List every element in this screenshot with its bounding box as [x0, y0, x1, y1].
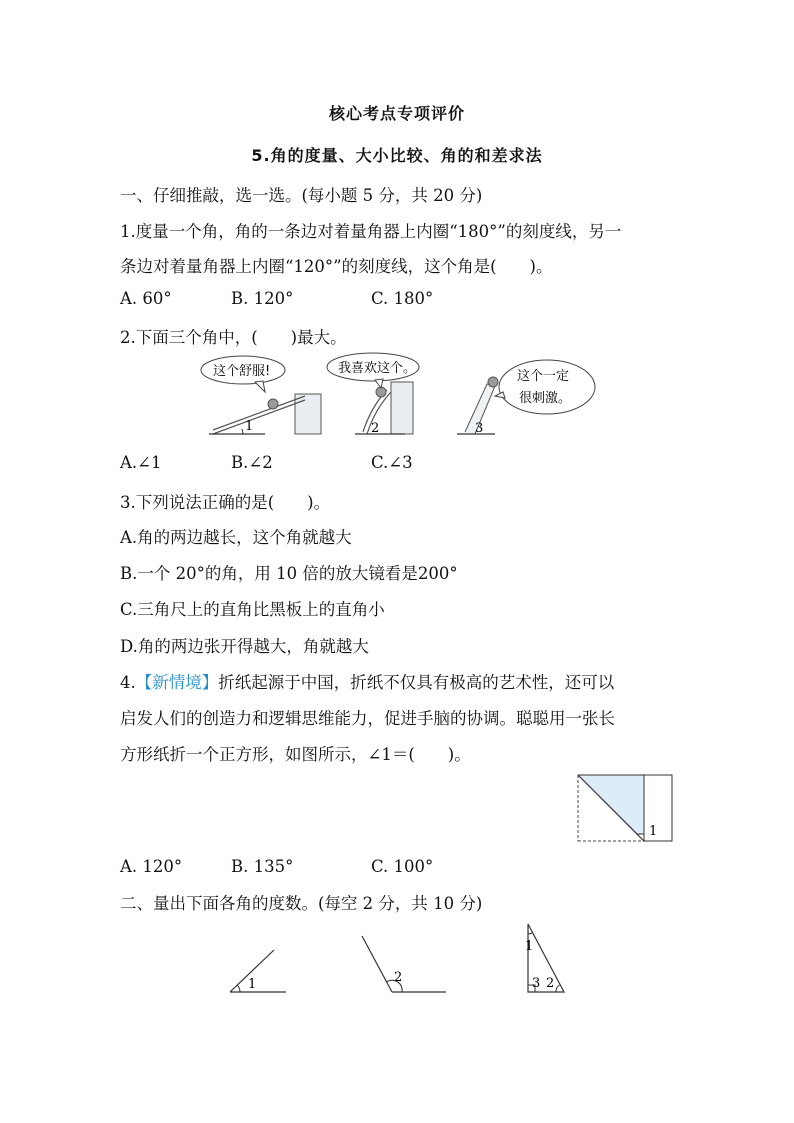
angle-figure-2 — [362, 936, 446, 992]
q4-line2: 启发人们的创造力和逻辑思维能力，促进手脑的协调。聪聪用一张长 — [120, 709, 615, 728]
measure-angles-figure — [220, 920, 580, 1000]
section1-heading: 一、仔细推敲，选一选。(每小题 5 分，共 20 分) — [120, 186, 483, 205]
q3-option-c: C.三角尺上的直角比黑板上的直角小 — [120, 600, 385, 619]
q4-line3: 方形纸折一个正方形，如图所示，∠1＝( )。 — [120, 745, 471, 764]
q2-option-c: C.∠3 — [371, 453, 413, 472]
bubble-1-text: 这个舒服! — [213, 364, 271, 379]
angle-label-1: 1 — [248, 977, 257, 992]
angle-label-3c: 2 — [546, 976, 555, 991]
q4-tag: 【新情境】 — [135, 673, 219, 692]
angle-figure-3-triangle — [525, 924, 564, 992]
q4-option-a: A. 120° — [120, 857, 183, 876]
paper-fold-figure — [575, 772, 677, 844]
fold-angle-label: 1 — [649, 824, 658, 839]
q4-text-1: 折纸起源于中国，折纸不仅具有极高的艺术性，还可以 — [218, 673, 615, 692]
q4-option-b: B. 135° — [231, 857, 294, 876]
bubble-2-text: 我喜欢这个。 — [338, 361, 417, 376]
angle-figure-1 — [230, 950, 286, 992]
q3-stem: 3.下列说法正确的是( )。 — [120, 493, 331, 512]
slide-2 — [327, 353, 419, 436]
q3-option-b: B.一个 20°的角，用 10 倍的放大镜看是200° — [120, 564, 458, 583]
angle-2-label: 2 — [371, 421, 380, 436]
angle-1-label: 1 — [245, 419, 254, 434]
bubble-3-text-line1: 这个一定 — [517, 369, 570, 384]
q2-option-b: B.∠2 — [231, 453, 273, 472]
bubble-3-text-line2: 很刺激。 — [519, 391, 572, 406]
slide-3 — [457, 360, 595, 436]
q1-line2: 条边对着量角器上内圈“120°”的刻度线，这个角是( )。 — [120, 257, 553, 276]
q2-option-a: A.∠1 — [120, 453, 162, 472]
q4-number: 4. — [120, 673, 136, 692]
page-subtitle: 5.角的度量、大小比较、角的和差求法 — [251, 146, 543, 165]
page-title: 核心考点专项评价 — [328, 104, 465, 123]
q4-option-c: C. 100° — [371, 857, 434, 876]
angle-label-3a: 1 — [525, 939, 534, 954]
q3-option-a: A.角的两边越长，这个角就越大 — [120, 528, 352, 547]
q1-option-c: C. 180° — [371, 289, 434, 308]
angle-label-2: 2 — [394, 970, 403, 985]
q4-line1 — [120, 669, 614, 693]
slide-1 — [201, 356, 321, 434]
angle-label-3b: 3 — [532, 976, 541, 991]
slides-illustration — [195, 352, 615, 440]
section2-heading: 二、量出下面各角的度数。(每空 2 分，共 10 分) — [120, 894, 483, 913]
q2-stem: 2.下面三个角中，( )最大。 — [120, 328, 347, 347]
q1-option-b: B. 120° — [231, 289, 294, 308]
q3-option-d: D.角的两边张开得越大，角就越大 — [120, 637, 369, 656]
q1-line1: 1.度量一个角，角的一条边对着量角器上内圈“180°”的刻度线，另一 — [120, 222, 622, 241]
q1-option-a: A. 60° — [120, 289, 172, 308]
angle-3-label: 3 — [475, 421, 484, 436]
